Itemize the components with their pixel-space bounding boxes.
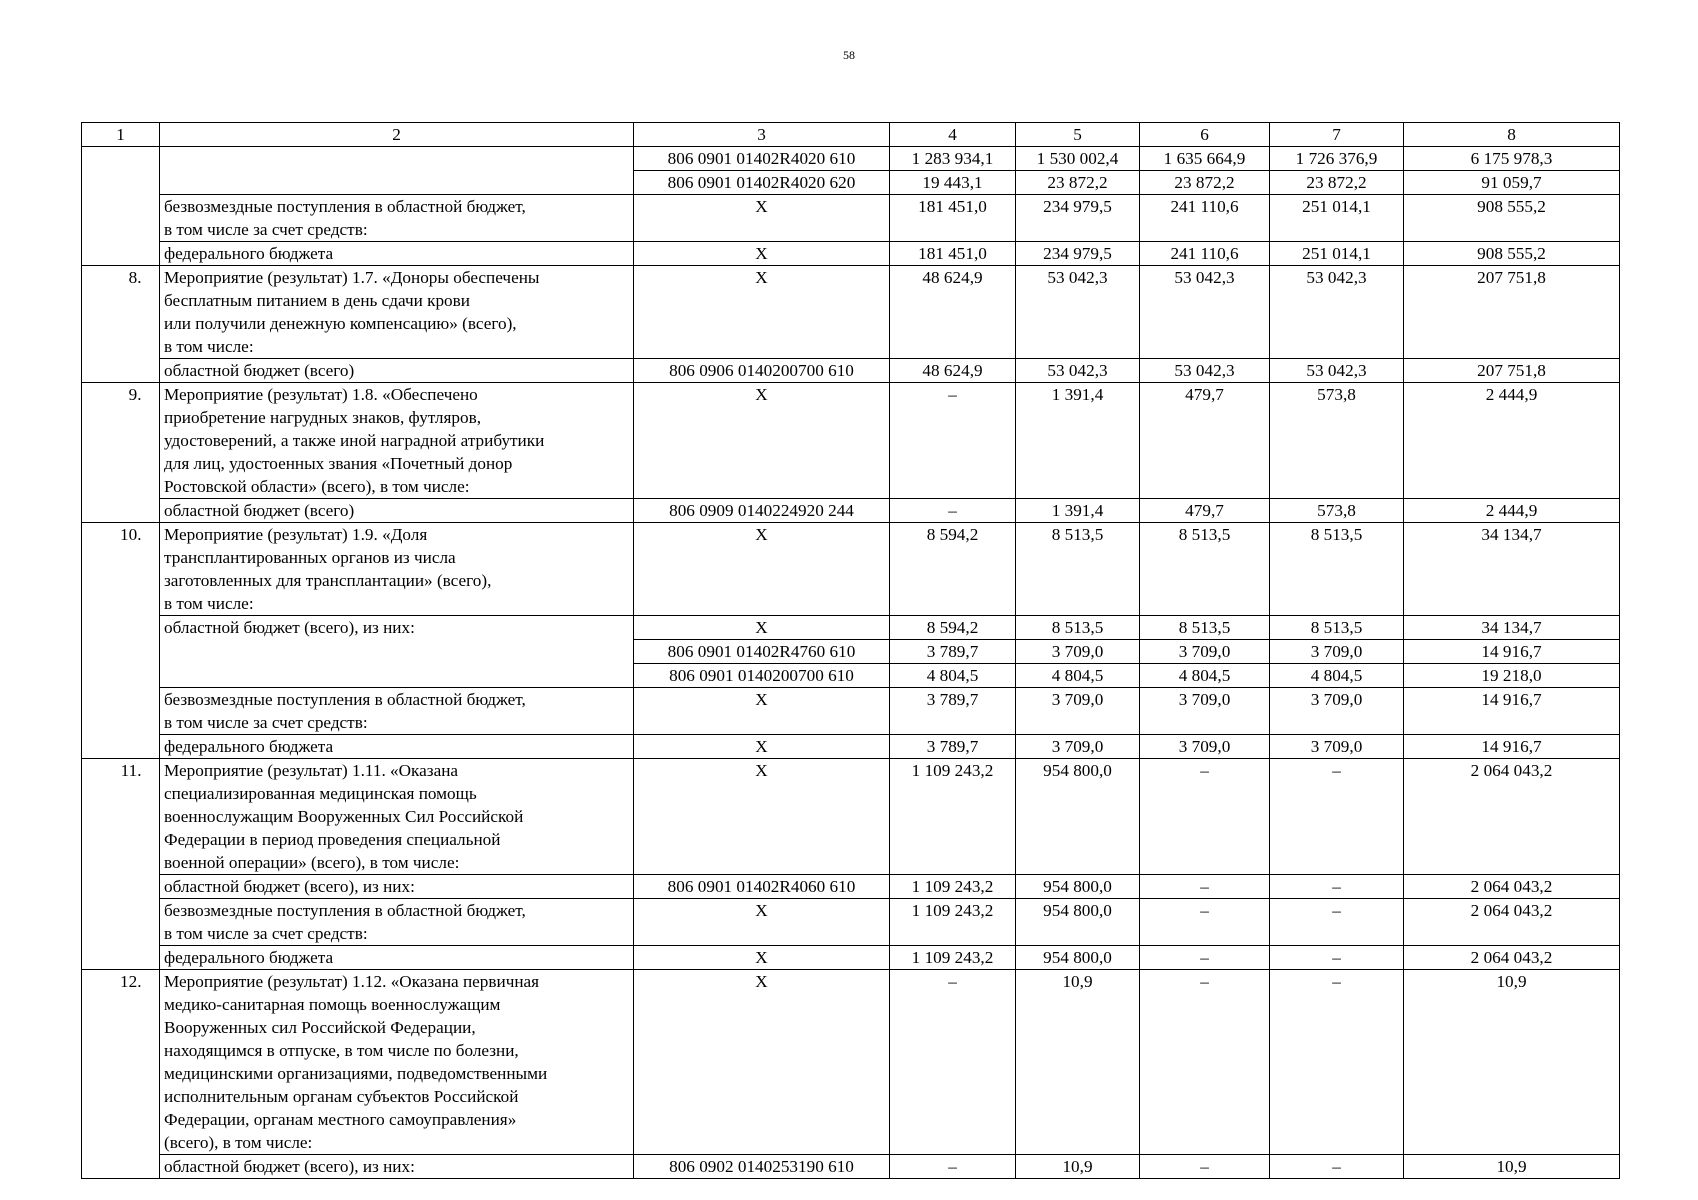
amount-cell: 8 513,5: [1140, 523, 1270, 616]
row-index-cell: [82, 266, 160, 383]
row-label: [160, 147, 634, 195]
table-row: [82, 759, 1620, 875]
budget-code: 806 0901 01402R4060 610: [634, 875, 890, 899]
amount-cell: 1 530 002,4: [1016, 147, 1140, 171]
header-cell: 2: [160, 123, 634, 147]
amount-cell: 1 726 376,9: [1270, 147, 1404, 171]
row-label: Мероприятие (результат) 1.8. «Обеспечено приобретение нагрудных знаков, футляров, удостоверений, а также иной наградной атрибутики для лиц, удостоенных звания «Почетный донор Ростовской области» (всего), в том числе:: [160, 383, 634, 499]
amount-cell: 14 916,7: [1404, 735, 1620, 759]
amount-cell: –: [1140, 759, 1270, 875]
table-row: [82, 359, 1620, 383]
amount-cell: 34 134,7: [1404, 523, 1620, 616]
amount-cell: 479,7: [1140, 383, 1270, 499]
amount-cell: –: [1140, 875, 1270, 899]
amount-cell: 207 751,8: [1404, 359, 1620, 383]
budget-code: Х: [634, 266, 890, 359]
table-row: [82, 946, 1620, 970]
amount-cell: 3 709,0: [1270, 735, 1404, 759]
amount-cell: –: [890, 383, 1016, 499]
table-row: [82, 147, 1620, 171]
row-label: безвозмездные поступления в областной бюджет, в том числе за счет средств:: [160, 195, 634, 242]
amount-cell: 19 218,0: [1404, 664, 1620, 688]
budget-code: Х: [634, 242, 890, 266]
amount-cell: 53 042,3: [1016, 266, 1140, 359]
row-index-cell: [82, 970, 160, 1179]
amount-cell: 8 513,5: [1270, 616, 1404, 640]
row-index-cell: [82, 147, 160, 266]
amount-cell: 3 789,7: [890, 688, 1016, 735]
amount-cell: 8 513,5: [1016, 616, 1140, 640]
amount-cell: 23 872,2: [1270, 171, 1404, 195]
amount-cell: 251 014,1: [1270, 242, 1404, 266]
amount-cell: 241 110,6: [1140, 195, 1270, 242]
row-label: Мероприятие (результат) 1.12. «Оказана первичная медико-санитарная помощь военнослужащим Вооруженных сил Российской Федерации, находящимся в отпуске, в том числе по болезни, медицинскими организациями, подведомственными исполнительным органам субъектов Российской Федерации, органам местного самоуправления» (всего), в том числе:: [160, 970, 634, 1155]
budget-table: [81, 122, 1620, 1179]
amount-cell: 53 042,3: [1016, 359, 1140, 383]
row-index: 9.: [128, 385, 142, 404]
amount-cell: 234 979,5: [1016, 242, 1140, 266]
amount-cell: 3 709,0: [1140, 640, 1270, 664]
amount-cell: 1 635 664,9: [1140, 147, 1270, 171]
table-body: [82, 123, 1620, 1179]
amount-cell: –: [1140, 899, 1270, 946]
amount-cell: 4 804,5: [1140, 664, 1270, 688]
table-row: [82, 970, 1620, 1155]
amount-cell: –: [890, 970, 1016, 1155]
budget-code: Х: [634, 383, 890, 499]
amount-cell: 3 709,0: [1016, 735, 1140, 759]
amount-cell: 908 555,2: [1404, 242, 1620, 266]
table-row: [82, 735, 1620, 759]
row-label: Мероприятие (результат) 1.9. «Доля трансплантированных органов из числа заготовленных для трансплантации» (всего), в том числе:: [160, 523, 634, 616]
table-header-row: [82, 123, 1620, 147]
header-cell: 3: [634, 123, 890, 147]
amount-cell: 10,9: [1404, 970, 1620, 1155]
amount-cell: 954 800,0: [1016, 875, 1140, 899]
row-label: областной бюджет (всего), из них:: [160, 875, 634, 899]
amount-cell: 2 444,9: [1404, 499, 1620, 523]
amount-cell: 8 513,5: [1270, 523, 1404, 616]
amount-cell: 3 709,0: [1016, 688, 1140, 735]
amount-cell: 48 624,9: [890, 359, 1016, 383]
amount-cell: 48 624,9: [890, 266, 1016, 359]
row-index: 8.: [128, 268, 142, 287]
amount-cell: 954 800,0: [1016, 759, 1140, 875]
amount-cell: 53 042,3: [1140, 359, 1270, 383]
header-cell: 6: [1140, 123, 1270, 147]
row-index-cell: [82, 523, 160, 759]
row-label: областной бюджет (всего): [160, 359, 634, 383]
amount-cell: 10,9: [1404, 1155, 1620, 1179]
amount-cell: 23 872,2: [1140, 171, 1270, 195]
amount-cell: 4 804,5: [1270, 664, 1404, 688]
row-label: федерального бюджета: [160, 242, 634, 266]
amount-cell: 10,9: [1016, 1155, 1140, 1179]
amount-cell: 2 064 043,2: [1404, 759, 1620, 875]
amount-cell: 3 709,0: [1270, 640, 1404, 664]
amount-cell: –: [890, 1155, 1016, 1179]
amount-cell: 1 109 243,2: [890, 946, 1016, 970]
amount-cell: 954 800,0: [1016, 946, 1140, 970]
amount-cell: 8 513,5: [1016, 523, 1140, 616]
budget-code: Х: [634, 688, 890, 735]
row-index: 11.: [120, 761, 142, 780]
amount-cell: 3 709,0: [1270, 688, 1404, 735]
amount-cell: 91 059,7: [1404, 171, 1620, 195]
amount-cell: –: [1270, 899, 1404, 946]
amount-cell: 908 555,2: [1404, 195, 1620, 242]
amount-cell: 4 804,5: [890, 664, 1016, 688]
table-row: [82, 875, 1620, 899]
budget-code: 806 0909 0140224920 244: [634, 499, 890, 523]
budget-code: Х: [634, 735, 890, 759]
amount-cell: 34 134,7: [1404, 616, 1620, 640]
table-row: [82, 266, 1620, 359]
amount-cell: 53 042,3: [1140, 266, 1270, 359]
page-number: 58: [843, 48, 855, 62]
row-index: 12.: [120, 972, 142, 991]
row-label: федерального бюджета: [160, 946, 634, 970]
amount-cell: 2 444,9: [1404, 383, 1620, 499]
amount-cell: –: [1140, 946, 1270, 970]
amount-cell: 1 109 243,2: [890, 875, 1016, 899]
row-index-cell: [82, 759, 160, 970]
amount-cell: 954 800,0: [1016, 899, 1140, 946]
row-label: безвозмездные поступления в областной бюджет, в том числе за счет средств:: [160, 899, 634, 946]
header-cell: 4: [890, 123, 1016, 147]
amount-cell: 1 109 243,2: [890, 899, 1016, 946]
amount-cell: 8 513,5: [1140, 616, 1270, 640]
amount-cell: 3 789,7: [890, 735, 1016, 759]
amount-cell: 573,8: [1270, 383, 1404, 499]
table-row: [82, 616, 1620, 640]
amount-cell: 3 789,7: [890, 640, 1016, 664]
table-row: [82, 242, 1620, 266]
budget-code: Х: [634, 970, 890, 1155]
budget-code: 806 0901 01402R4020 610: [634, 147, 890, 171]
row-label: Мероприятие (результат) 1.11. «Оказана специализированная медицинская помощь военнослужащим Вооруженных Сил Российской Федерации в период проведения специальной военной операции» (всего), в том числе:: [160, 759, 634, 875]
amount-cell: 241 110,6: [1140, 242, 1270, 266]
budget-code: Х: [634, 899, 890, 946]
amount-cell: 234 979,5: [1016, 195, 1140, 242]
amount-cell: 53 042,3: [1270, 359, 1404, 383]
amount-cell: 181 451,0: [890, 195, 1016, 242]
amount-cell: –: [890, 499, 1016, 523]
amount-cell: 207 751,8: [1404, 266, 1620, 359]
amount-cell: 1 283 934,1: [890, 147, 1016, 171]
amount-cell: 14 916,7: [1404, 640, 1620, 664]
budget-code: 806 0902 0140253190 610: [634, 1155, 890, 1179]
amount-cell: 8 594,2: [890, 616, 1016, 640]
amount-cell: 19 443,1: [890, 171, 1016, 195]
budget-code: Х: [634, 616, 890, 640]
amount-cell: 2 064 043,2: [1404, 946, 1620, 970]
amount-cell: 1 109 243,2: [890, 759, 1016, 875]
amount-cell: 2 064 043,2: [1404, 899, 1620, 946]
budget-code: 806 0901 01402R4020 620: [634, 171, 890, 195]
table-row: [82, 1155, 1620, 1179]
table-row: [82, 499, 1620, 523]
amount-cell: 181 451,0: [890, 242, 1016, 266]
row-label: безвозмездные поступления в областной бюджет, в том числе за счет средств:: [160, 688, 634, 735]
header-cell: 7: [1270, 123, 1404, 147]
row-label: областной бюджет (всего), из них:: [160, 616, 634, 688]
amount-cell: 1 391,4: [1016, 499, 1140, 523]
amount-cell: –: [1270, 875, 1404, 899]
amount-cell: –: [1140, 1155, 1270, 1179]
amount-cell: 10,9: [1016, 970, 1140, 1155]
budget-code: Х: [634, 195, 890, 242]
amount-cell: 6 175 978,3: [1404, 147, 1620, 171]
amount-cell: –: [1140, 970, 1270, 1155]
amount-cell: 1 391,4: [1016, 383, 1140, 499]
amount-cell: 23 872,2: [1016, 171, 1140, 195]
amount-cell: –: [1270, 970, 1404, 1155]
amount-cell: 3 709,0: [1140, 688, 1270, 735]
budget-code: 806 0901 01402R4760 610: [634, 640, 890, 664]
amount-cell: 4 804,5: [1016, 664, 1140, 688]
budget-code: 806 0906 0140200700 610: [634, 359, 890, 383]
row-label: областной бюджет (всего), из них:: [160, 1155, 634, 1179]
amount-cell: 573,8: [1270, 499, 1404, 523]
table-row: [82, 523, 1620, 616]
row-index: 10.: [120, 525, 142, 544]
row-label: федерального бюджета: [160, 735, 634, 759]
header-cell: 5: [1016, 123, 1140, 147]
table-row: [82, 383, 1620, 499]
amount-cell: 3 709,0: [1016, 640, 1140, 664]
table-row: [82, 688, 1620, 735]
table-row: [82, 899, 1620, 946]
amount-cell: –: [1270, 946, 1404, 970]
row-label: Мероприятие (результат) 1.7. «Доноры обеспечены бесплатным питанием в день сдачи крови или получили денежную компенсацию» (всего), в том числе:: [160, 266, 634, 359]
table-row: [82, 195, 1620, 242]
amount-cell: 14 916,7: [1404, 688, 1620, 735]
row-index-cell: [82, 383, 160, 523]
amount-cell: 53 042,3: [1270, 266, 1404, 359]
amount-cell: 251 014,1: [1270, 195, 1404, 242]
amount-cell: 2 064 043,2: [1404, 875, 1620, 899]
amount-cell: –: [1270, 1155, 1404, 1179]
amount-cell: 479,7: [1140, 499, 1270, 523]
header-cell: 8: [1404, 123, 1620, 147]
amount-cell: 3 709,0: [1140, 735, 1270, 759]
budget-code: Х: [634, 523, 890, 616]
amount-cell: 8 594,2: [890, 523, 1016, 616]
amount-cell: –: [1270, 759, 1404, 875]
row-label: областной бюджет (всего): [160, 499, 634, 523]
budget-code: Х: [634, 759, 890, 875]
header-cell: 1: [82, 123, 160, 147]
budget-code: 806 0901 0140200700 610: [634, 664, 890, 688]
budget-code: Х: [634, 946, 890, 970]
